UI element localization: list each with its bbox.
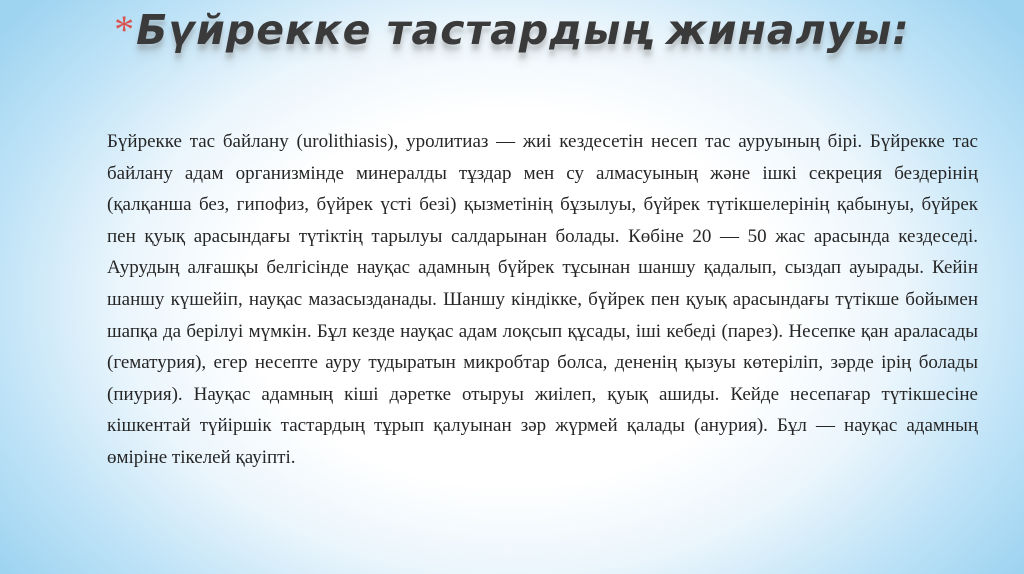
body-paragraph: Бүйрекке тас байлану (urolithiasis), уролитиаз — жиі кездесетін несеп тас ауруының бірі. Бүйрекке тас байлану адам организмінде минералды тұздар мен су алмасуының және ішкі секреция бездерінің (қалқанша без, гипофиз, бүйрек үсті безі) қызметінің бұзылуы, бүйрек түтікшелерінің қабынуы, бүйрек пен қуық арасындағы түтіктің тарылуы салдарынан болады. Көбіне 20 — 50 жас арасында кездеседі. Аурудың алғашқы белгісінде науқас адамның бүйрек тұсынан шаншу қадалып, сыздап ауырады. Кейін шаншу күшейіп, науқас мазасызданады. Шаншу кіндікке, бүйрек пен қуық арасындағы түтікше бойымен шапқа да берілуі мүмкін. Бұл кезде науқас адам лоқсып құсады, іші кебеді (парез). Несепке қан араласады (гематурия), егер несепте ауру тудыратын микробтар болса, дененің қызуы көтеріліп, зәрде ірің болады (пиурия). Науқас адамның кіші дәретке отыруы жиілеп, қуық ашиды. Кейде несепағар түтікшесіне кішкентай түйіршік тастардың тұрып қалуынан зәр жүрмей қалады (анурия). Бұл — науқас адамның өміріне тікелей қауіпті. (107, 131, 978, 468)
title-bullet-asterisk: * (114, 7, 135, 52)
slide-title (0, 6, 1024, 54)
title-text: Бүйрекке тастардың жиналуы: (136, 6, 910, 54)
